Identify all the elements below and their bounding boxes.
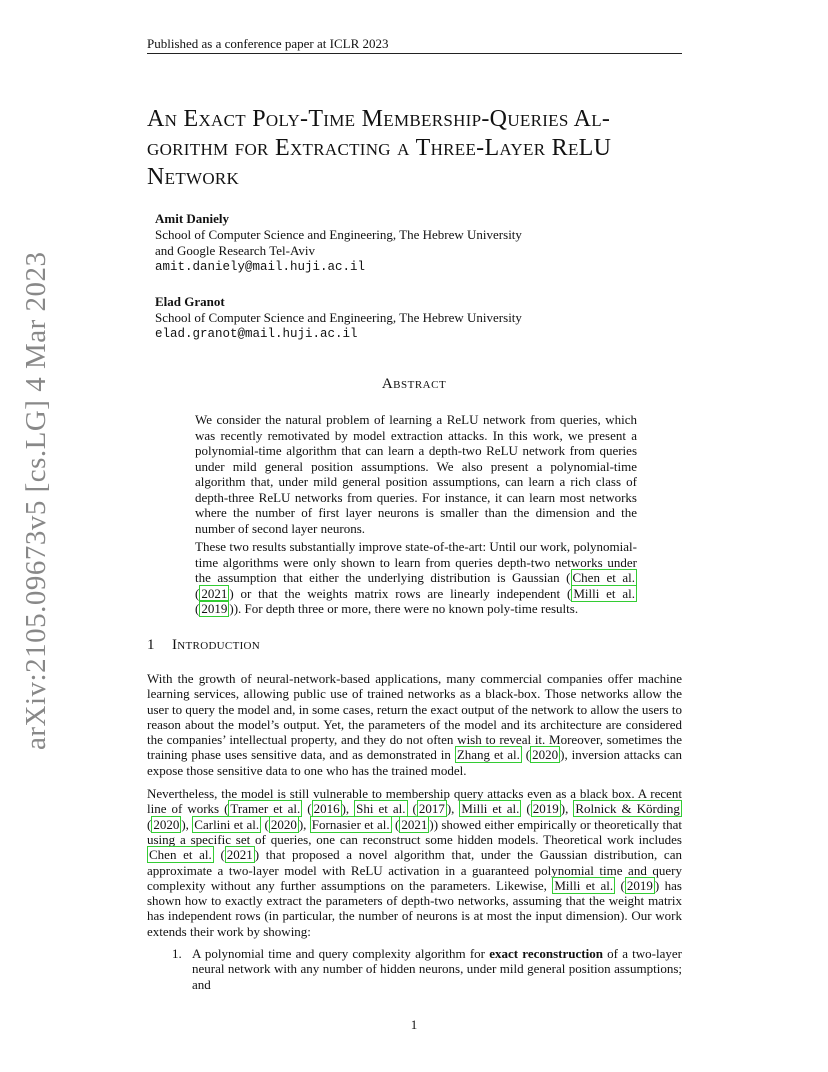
abstract-body bbox=[195, 412, 637, 620]
text-run: With the growth of neural-network-based applications, many commercial companies offer machine learning services, allowing public use of trained networks as a black-box. Those networks allow the user to query the model and, in some cases, return the exact output of the network to allow the users to reason about the model’s output. Yet, the parameters of the model and its architecture are considered the companies’ intellectual property, and they do not often wish to reveal it. Moreover, sometimes the training phase uses sensitive data, and as demonstrated in bbox=[147, 671, 682, 763]
text-run: Nevertheless, the model is still vulnerable to membership query attacks even as a black box. A recent line of works ( bbox=[147, 786, 682, 817]
citation-author: Chen et al. bbox=[149, 847, 212, 863]
author-affiliation: School of Computer Science and Engineering, The Hebrew University bbox=[155, 310, 522, 325]
citation-year: 2021 bbox=[201, 585, 228, 601]
citation-author: Tramer et al. bbox=[230, 801, 301, 817]
running-header: Published as a conference paper at ICLR 2023 bbox=[147, 36, 389, 51]
citation-link[interactable] bbox=[571, 585, 637, 602]
citation-year: 2019 bbox=[532, 801, 559, 817]
bold-text: exact reconstruction bbox=[489, 946, 603, 961]
author-email[interactable]: amit.daniely@mail.huji.ac.il bbox=[155, 260, 366, 274]
paper-title bbox=[147, 105, 692, 192]
text-run: ) or that the weights matrix rows are linearly independent ( bbox=[229, 585, 572, 601]
body-paragraph: Nevertheless, the model is still vulnerable to membership query attacks even as a black box. A recent line of works ( Tramer et al. ( 2016 ), Shi et al. ( 2017 ), Milli et al. ( 2019 ), Rolnick & Körding ( 2020 ), Carlini et al. ( 2020 ), Fornasier et al. ( 2021 )) showed either empirically or theoretically that using a specific set of queries, one can reconstruct some hidden models. Theoretical work includes Chen et al. ( 2021 ) that proposed a novel algorithm that, under the Gaussian distribution, can approximate a two-layer model with ReLU activation in a guaranteed polynomial time and query complexity without any further assumptions on the parameters. Likewise, Milli et al. ( 2019 ) has shown how to exactly extract the parameters of depth-two networks, assuming that the weight matrix has independent rows (in particular, the number of neurons is at most the input dimension). Our work extends their work by showing: bbox=[147, 786, 682, 939]
intro-body bbox=[147, 671, 682, 947]
citation-year-link[interactable] bbox=[269, 816, 299, 833]
citation-year-link[interactable] bbox=[225, 846, 255, 863]
citation-year: 2021 bbox=[226, 847, 253, 863]
citation-author: Rolnick & Körding bbox=[575, 801, 680, 817]
author-name: Amit Daniely bbox=[155, 211, 230, 226]
author-name: Elad Granot bbox=[155, 294, 225, 309]
text-run: These two results substantially improve state-of-the-art: Until our work, polynomial-time algorithms were only shown to learn from queries depth-two networks under the assumption that either the underlying distribution is Gaussian ( bbox=[195, 539, 637, 585]
citation-author: Shi et al. bbox=[356, 801, 406, 817]
page-number: 1 bbox=[410, 1017, 418, 1032]
citation-year: 2016 bbox=[313, 801, 340, 817]
citation-link[interactable] bbox=[573, 800, 682, 817]
citation-year-link[interactable] bbox=[151, 816, 181, 833]
author-affiliation: School of Computer Science and Engineering, The Hebrew University bbox=[155, 227, 522, 242]
text-run: ). For depth three or more, there were no known poly-time results. bbox=[233, 601, 579, 616]
citation-author: Milli et al. bbox=[461, 801, 520, 817]
text-run: that proposed a novel algorithm that, under the Gaussian distribution, can approximate a two-layer model with ReLU activation in a guaranteed polynomial time and query complexity without any further assumptions on the parameters. Likewise, bbox=[147, 847, 682, 893]
section-number: 1 bbox=[147, 637, 155, 653]
citation-year: 2020 bbox=[532, 747, 559, 763]
citation-author: Chen et al. bbox=[572, 570, 635, 585]
citation-link[interactable] bbox=[459, 800, 521, 817]
citation-year: 2020 bbox=[153, 816, 180, 832]
citation-year-link[interactable] bbox=[417, 800, 447, 817]
citation-link[interactable] bbox=[192, 816, 261, 833]
list-text bbox=[192, 946, 682, 992]
citation-year: 2019 bbox=[201, 601, 228, 616]
abstract-paragraph: These two results substantially improve state-of-the-art: Until our work, polynomial-time algorithms were only shown to learn from queries depth-two networks under the assumption that either the underlying distribution is Gaussian ( Chen et al. ( 2021 ) or that the weights matrix rows are linearly independent ( Milli et al. ( 2019 )). For depth three or more, there were no known poly-time results. bbox=[195, 539, 637, 616]
author-email[interactable]: elad.granot@mail.huji.ac.il bbox=[155, 327, 358, 341]
title-line-1: An Exact Poly-Time Membership-Queries Al- bbox=[147, 106, 611, 132]
text-run: of a two-layer neural network with any number of hidden neurons, under mild general position assumptions; and bbox=[192, 946, 682, 992]
citation-link[interactable] bbox=[147, 846, 214, 863]
list-number: 1. bbox=[172, 946, 182, 961]
citation-link[interactable] bbox=[228, 800, 302, 817]
citation-link[interactable] bbox=[354, 800, 407, 817]
citation-link[interactable] bbox=[552, 877, 615, 894]
section-title: Introduction bbox=[172, 637, 261, 653]
citation-year-link[interactable] bbox=[625, 877, 655, 894]
citation-author: Milli et al. bbox=[573, 585, 635, 601]
citation-link[interactable] bbox=[310, 816, 392, 833]
citation-year-link[interactable] bbox=[199, 600, 229, 617]
citation-year-link[interactable] bbox=[399, 816, 429, 833]
citation-year-link[interactable] bbox=[199, 585, 229, 602]
body-paragraph: With the growth of neural-network-based applications, many commercial companies offer machine learning services, allowing public use of trained networks as a black-box. Those networks allow the user to query the model and, in some cases, return the exact output of the network to allow the users to reason about the model’s output. Yet, the parameters of the model and its architecture are considered the companies’ intellectual property, and they do not often wish to reveal it. Moreover, sometimes the training phase uses sensitive data, and as demonstrated in Zhang et al. ( 2020 ), inversion attacks can expose those sensitive data to one who has the trained model. bbox=[147, 671, 682, 778]
text-run: ) showed either empirically or theoretically that using a specific set of queries, one can reconstruct some hidden models. Theoretical work includes bbox=[147, 816, 682, 847]
citation-year-link[interactable] bbox=[531, 800, 561, 817]
section-heading bbox=[147, 637, 260, 654]
text-run: , inversion attacks can expose those sensitive data to one who has the trained model. bbox=[147, 747, 682, 778]
text-run: A polynomial time and query complexity algorithm for bbox=[192, 946, 490, 961]
title-line-2: gorithm for Extracting a Three-Layer ReLU bbox=[147, 135, 612, 161]
citation-year: 2017 bbox=[418, 801, 445, 817]
header-rule bbox=[147, 53, 682, 54]
abstract-paragraph: We consider the natural problem of learning a ReLU network from queries, which was recently remotivated by model extraction attacks. In this work, we present a polynomial-time algorithm that can learn a depth-two ReLU network from queries under mild general position assumptions. We also present a polynomial-time algorithm that, under mild general position assumptions, can learn a rich class of depth-three ReLU networks from queries. For instance, it can learn most networks where the number of first layer neurons is smaller than the dimension and the number of second layer neurons. bbox=[195, 412, 637, 536]
author-block-2 bbox=[155, 294, 522, 342]
citation-year: 2021 bbox=[401, 816, 428, 832]
citation-author: Carlini et al. bbox=[194, 816, 260, 832]
title-line-3: Network bbox=[147, 164, 240, 190]
citation-link[interactable] bbox=[571, 569, 637, 586]
citation-year-link[interactable] bbox=[530, 746, 560, 763]
author-affiliation: and Google Research Tel-Aviv bbox=[155, 243, 315, 258]
list-item bbox=[172, 946, 682, 992]
text-run: has shown how to exactly extract the parameters of depth-two networks, assuming that the weight matrix has independent rows (in particular, the number of neurons is at most the input dimension). Our work extends their work by showing: bbox=[147, 877, 682, 939]
citation-author: Milli et al. bbox=[554, 877, 614, 893]
citation-year: 2019 bbox=[626, 877, 653, 893]
citation-year: 2020 bbox=[270, 816, 297, 832]
arxiv-identifier: arXiv:2105.09673v5 [cs.LG] 4 Mar 2023 bbox=[20, 251, 52, 750]
citation-author: Fornasier et al. bbox=[311, 816, 390, 832]
citation-author: Zhang et al. bbox=[456, 747, 520, 763]
author-block-1 bbox=[155, 211, 522, 275]
abstract-heading: Abstract bbox=[381, 376, 447, 392]
citation-link[interactable] bbox=[455, 746, 522, 763]
citation-year-link[interactable] bbox=[312, 800, 342, 817]
